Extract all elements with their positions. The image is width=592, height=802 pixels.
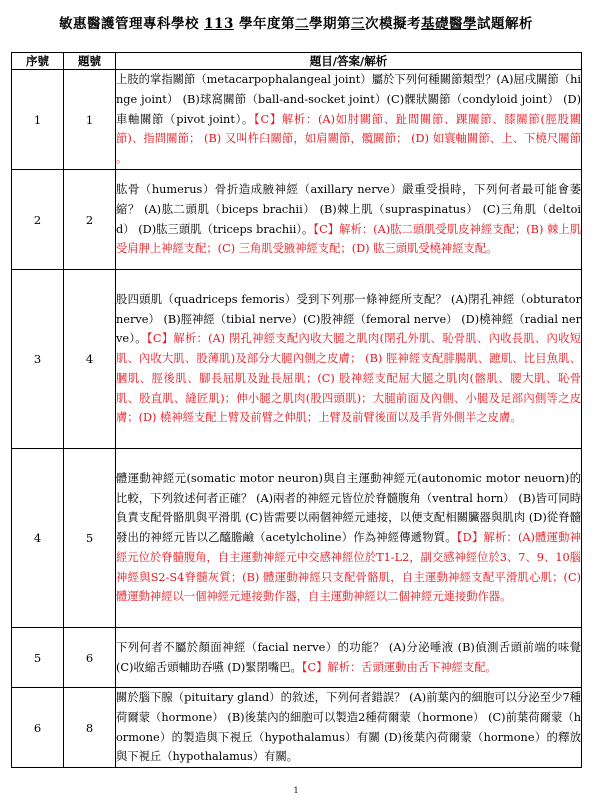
table-row <box>12 70 582 170</box>
row-question-number: 2 <box>64 170 116 270</box>
table-row <box>12 688 582 768</box>
header-question-number: 題號 <box>64 53 116 70</box>
title-year-suffix: 學年度第 <box>239 16 296 32</box>
title-year: 113 <box>204 16 234 32</box>
question-text: 上肢的掌指關節（metacarpophalangeal joint）屬於下列何種關節類型？(A)屈戌關節（hinge joint） (B)球窩關節（ball-and-socket joint）(C)髁狀關節（condyloid joint） (D)車軸關節（pivot joint）。 <box>116 73 581 126</box>
row-content <box>116 170 582 270</box>
question-table <box>11 52 582 768</box>
table-row <box>12 449 582 628</box>
title-exam-suffix: 次模擬考 <box>365 16 422 32</box>
question-text: 肱骨（humerus）骨折造成腋神經（axillary nerve）嚴重受損時，下列何者最可能會萎縮？ (A)肱二頭肌（biceps brachii） (B)棘上肌（supraspinatus） (C)三角肌（deltoid） (D)肱三頭肌（triceps brachii）。 <box>116 182 581 236</box>
row-question-number: 4 <box>64 270 116 449</box>
title-subject: 基礎醫學 <box>421 16 478 32</box>
answer-explanation: 【C】解析：(A)如肘關節、趾間關節、踝關節、膝關節(脛股關節)、指間關節； (B) 又叫杵臼關節，如肩關節，髖關節； (D) 如寰軸關節、上、下橈尺關節 。 <box>116 112 581 166</box>
answer-explanation: 【C】解析：舌頭運動由舌下神經支配。 <box>301 660 497 674</box>
answer-explanation: 【D】解析：(A)體運動神經元位於脊髓腹角，自主運動神經元中交感神經位於T1-L2，副交感神經位於3、7、9、10腦神經與S2-S4脊髓灰質；(B) 體運動神經只支配骨骼肌，自主運動神經支配平滑肌心肌；(C) 體運動神經以一個神經元連接動作器，自主運動神經以二個神經元連接動作器。 <box>116 531 581 604</box>
row-question-number: 1 <box>64 70 116 170</box>
table-row <box>12 170 582 270</box>
header-seq: 序號 <box>12 53 64 70</box>
question-text: 下列何者不屬於顏面神經（facial nerve）的功能？ (A)分泌唾液 (B)偵測舌頭前端的味覺 (C)收縮舌頭輔助吞嚥 (D)緊閉嘴巴。 <box>116 640 581 674</box>
row-content <box>116 270 582 449</box>
document-title <box>0 12 592 32</box>
table-header-row <box>12 53 582 70</box>
row-seq: 1 <box>12 70 64 170</box>
row-seq: 4 <box>12 449 64 628</box>
title-exam-number: 三 <box>351 16 366 32</box>
row-seq: 2 <box>12 170 64 270</box>
row-content <box>116 70 582 170</box>
answer-explanation: 【C】解析：(A)肱二頭肌受肌皮神經支配；(B) 棘上肌受肩胛上神經支配；(C) 三角肌受腋神經支配；(D) 肱三頭肌受橈神經支配。 <box>116 222 581 256</box>
row-seq: 3 <box>12 270 64 449</box>
row-question-number: 6 <box>64 628 116 688</box>
row-question-number: 5 <box>64 449 116 628</box>
table-row <box>12 270 582 449</box>
row-content <box>116 688 582 768</box>
question-text: 股四頭肌（quadriceps femoris）受到下列那一條神經所支配？ (A)閉孔神經（obturator nerve） (B)脛神經（tibial nerve）(C)股神經（femoral nerve） (D)橈神經（radial nerve）。 <box>116 292 581 346</box>
header-content: 題目/答案/解析 <box>116 53 582 70</box>
row-content <box>116 449 582 628</box>
table-row <box>12 628 582 688</box>
row-seq: 6 <box>12 688 64 768</box>
answer-explanation: 【C】解析：(A) 閉孔神經支配內收大腿之肌肉(閉孔外肌、恥骨肌、內收長肌、內收短肌、內收大肌、股薄肌)及部分大腿內側之皮膚； (B) 脛神經支配腓腸肌、蹠肌、比目魚肌、膕肌、脛後肌、腳長屈肌及趾長屈肌；(C) 股神經支配屈大腿之肌肉(髂肌、腰大肌、恥骨肌、股直肌、縫匠肌)；伸小腿之肌肉(股四頭肌)；大腿前面及內側、小腿及足部內側等之皮膚；(D) 橈神經支配上臂及前臂之伸肌；上臂及前臂後面以及手背外側半之皮膚。 <box>116 332 582 425</box>
title-school: 敏惠醫護管理專科學校 <box>58 16 199 32</box>
title-tail: 試題解析 <box>477 16 534 32</box>
row-seq: 5 <box>12 628 64 688</box>
row-content <box>116 628 582 688</box>
question-text: 關於腦下腺（pituitary gland）的敘述，下列何者錯誤？ (A)前葉內的細胞可以分泌至少7種荷爾蒙（hormone） (B)後葉內的細胞可以製造2種荷爾蒙（hormone） (C)前葉荷爾蒙（hormone）的製造與下視丘（hypothalamus）有關 (D)後葉內荷爾蒙（hormone）的釋放與下視丘（hypothalamus）有關。 <box>116 691 581 764</box>
title-semester: 二 <box>295 16 310 32</box>
title-semester-suffix: 學期第 <box>309 16 352 32</box>
row-question-number: 8 <box>64 688 116 768</box>
page-number: 1 <box>293 786 299 795</box>
question-text: 體運動神經元(somatic motor neuron)與自主運動神經元(autonomic motor neuorn)的比較，下列敘述何者正確？ (A)兩者的神經元皆位於脊髓腹角（ventral horn） (B)皆可同時負責支配骨骼肌與平滑肌 (C)皆需要以兩個神經元連接，以便支配相關臟器與肌肉 (D)從脊髓發出的神經元皆以乙醯膽鹼（acetylcholine）作為神經傳遞物質。 <box>116 471 581 545</box>
